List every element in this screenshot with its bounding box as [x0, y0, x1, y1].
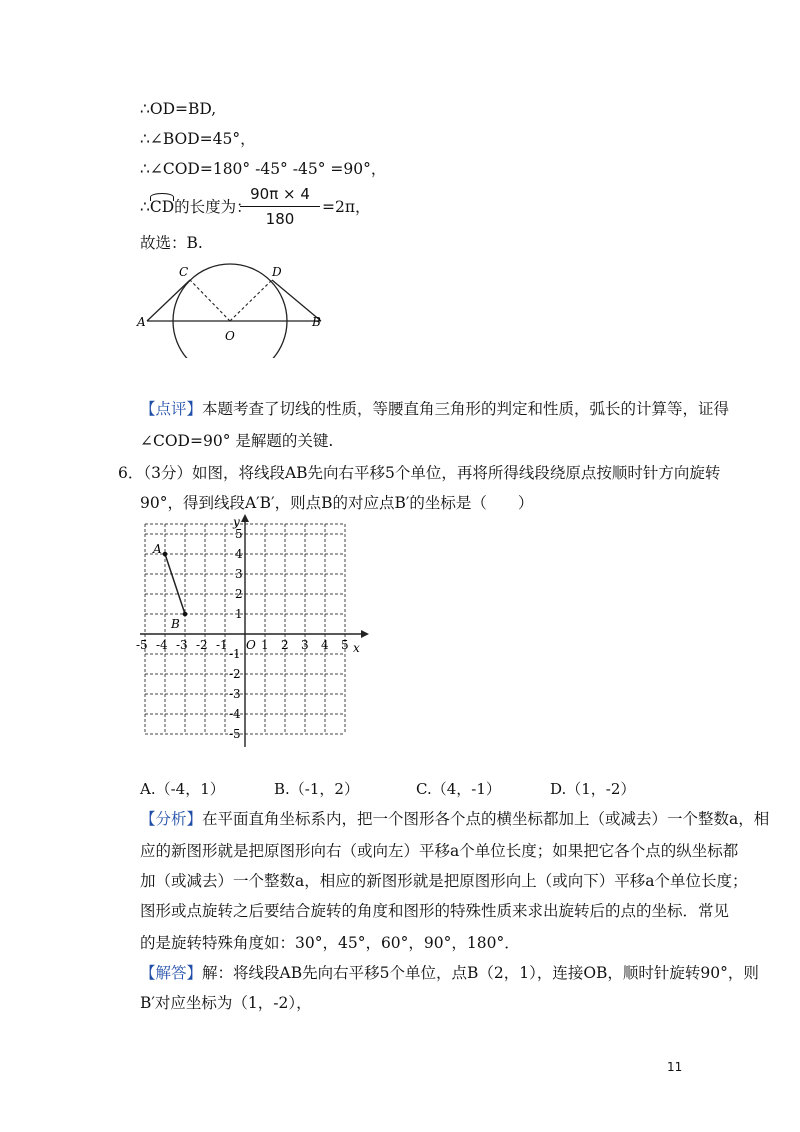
y-tick-label: -2: [229, 667, 241, 681]
coordinate-grid: [135, 512, 375, 752]
choice-b-letter: B.: [274, 780, 290, 798]
radius-oc: [190, 280, 230, 321]
y-axis-arrow: [241, 514, 249, 522]
choice-b[interactable]: [274, 778, 359, 800]
label-c: C: [179, 265, 189, 279]
x-tick-label: 2: [281, 638, 289, 652]
y-tick-label: 2: [235, 587, 243, 601]
point-a-label: A: [153, 542, 162, 556]
solution-line-3: ∴∠COD=180° -45° -45° =90°，: [140, 160, 387, 178]
choice-a[interactable]: [140, 778, 225, 800]
solution-line-2: ∴∠BOD=45°，: [140, 130, 256, 148]
comment-tag: 【点评】: [140, 400, 203, 418]
arc-length-line: [140, 196, 252, 218]
question-6-line-2: 90°，得到线段A′B′，则点B的对应点B′的坐标是（ ）: [140, 494, 534, 512]
choice-d-text: （1，-2）: [566, 780, 636, 798]
label-b: B: [312, 315, 321, 329]
choice-b-text: （-1，2）: [289, 780, 359, 798]
x-tick-label: O: [246, 638, 256, 652]
choice-a-text: （-4，1）: [155, 780, 225, 798]
page-number: 11: [667, 1060, 683, 1074]
y-tick-label: 1: [235, 607, 243, 621]
fraction-result: =2π，: [322, 198, 371, 216]
analysis-line-1: [140, 808, 769, 830]
answer-line-1: [140, 962, 759, 984]
circle-o: [173, 264, 287, 358]
label-o: O: [225, 329, 235, 343]
choose-answer: 故选：B.: [140, 234, 203, 252]
y-tick-label: 5: [235, 527, 243, 541]
analysis-tag: 【分析】: [140, 810, 203, 828]
choice-c-letter: C.: [416, 780, 432, 798]
choice-a-letter: A.: [140, 780, 156, 798]
label-a: A: [137, 315, 146, 329]
label-d: D: [272, 265, 282, 279]
x-tick-label: -3: [176, 638, 188, 652]
x-tick-label: -5: [136, 638, 148, 652]
analysis-line-2: 应的新图形就是把原图形向右（或向左）平移a个单位长度；如果把它各个点的纵坐标都: [140, 842, 739, 860]
point-a: [163, 552, 168, 557]
arc-cd-label: CD: [149, 198, 175, 216]
x-tick-label: 3: [301, 638, 309, 652]
choice-d-letter: D.: [550, 780, 567, 798]
y-tick-label: -5: [229, 727, 241, 741]
analysis-line-4: 图形或点旋转之后要结合旋转的角度和图形的特殊性质来求出旋转后的点的坐标．常见: [140, 902, 730, 920]
radius-od: [230, 280, 272, 321]
point-b-label: B: [171, 617, 180, 631]
answer-line-2: B′对应坐标为（1，-2），: [140, 994, 312, 1012]
answer-tag: 【解答】: [140, 964, 203, 982]
x-tick-label: 5: [341, 638, 349, 652]
circle-tangent-figure: [135, 258, 335, 358]
solution-line-1: ∴OD=BD,: [140, 100, 217, 118]
x-tick-label: -4: [156, 638, 168, 652]
x-axis-arrow: [361, 630, 369, 638]
fraction-numerator: 90π × 4: [250, 185, 310, 203]
question-6-line-1: 6．（3分）如图，将线段AB先向右平移5个单位，再将所得线段绕原点按顺时针方向旋转: [118, 464, 721, 482]
x-tick-labels: [136, 638, 349, 652]
y-tick-label: 4: [235, 547, 243, 561]
segment-ab-grid: [165, 554, 185, 614]
analysis-line-5: 的是旋转特殊角度如：30°，45°，60°，90°，180°．: [140, 934, 520, 952]
point-b: [183, 612, 188, 617]
arc-suffix: 的长度为：: [174, 198, 252, 216]
tangent-ac: [147, 280, 190, 321]
fraction-bar: [240, 206, 320, 207]
choice-c[interactable]: [416, 778, 501, 800]
y-tick-label: 3: [235, 567, 243, 581]
comment-text-1: 本题考查了切线的性质，等腰直角三角形的判定和性质，弧长的计算等，证得: [202, 400, 730, 418]
analysis-line-3: 加（或减去）一个整数a，相应的新图形就是把原图形向上（或向下）平移a个单位长度；: [140, 872, 748, 890]
x-tick-label: -2: [196, 638, 208, 652]
fraction-denominator: 180: [265, 210, 295, 228]
answer-text-1: 解：将线段AB先向右平移5个单位，点B（2，1），连接OB，顺时针旋转90°，则: [202, 964, 759, 982]
y-tick-label: -4: [229, 707, 241, 721]
choice-d[interactable]: [550, 778, 635, 800]
choice-c-text: （4，-1）: [431, 780, 501, 798]
arc-length-fraction: [240, 184, 320, 229]
comment-line-2: ∠COD=90° 是解题的关键.: [140, 432, 334, 450]
comment-line-1: [140, 398, 729, 420]
arc-prefix: ∴: [140, 198, 150, 216]
x-tick-label: 4: [321, 638, 329, 652]
x-axis-label: x: [353, 641, 360, 655]
x-tick-label: 1: [261, 638, 269, 652]
y-tick-label: -1: [229, 647, 241, 661]
analysis-text-1: 在平面直角坐标系内，把一个图形各个点的横坐标都加上（或减去）一个整数a，相: [202, 810, 770, 828]
x-tick-label: -1: [216, 638, 228, 652]
y-tick-label: -3: [229, 687, 241, 701]
y-axis-label: y: [233, 515, 240, 529]
